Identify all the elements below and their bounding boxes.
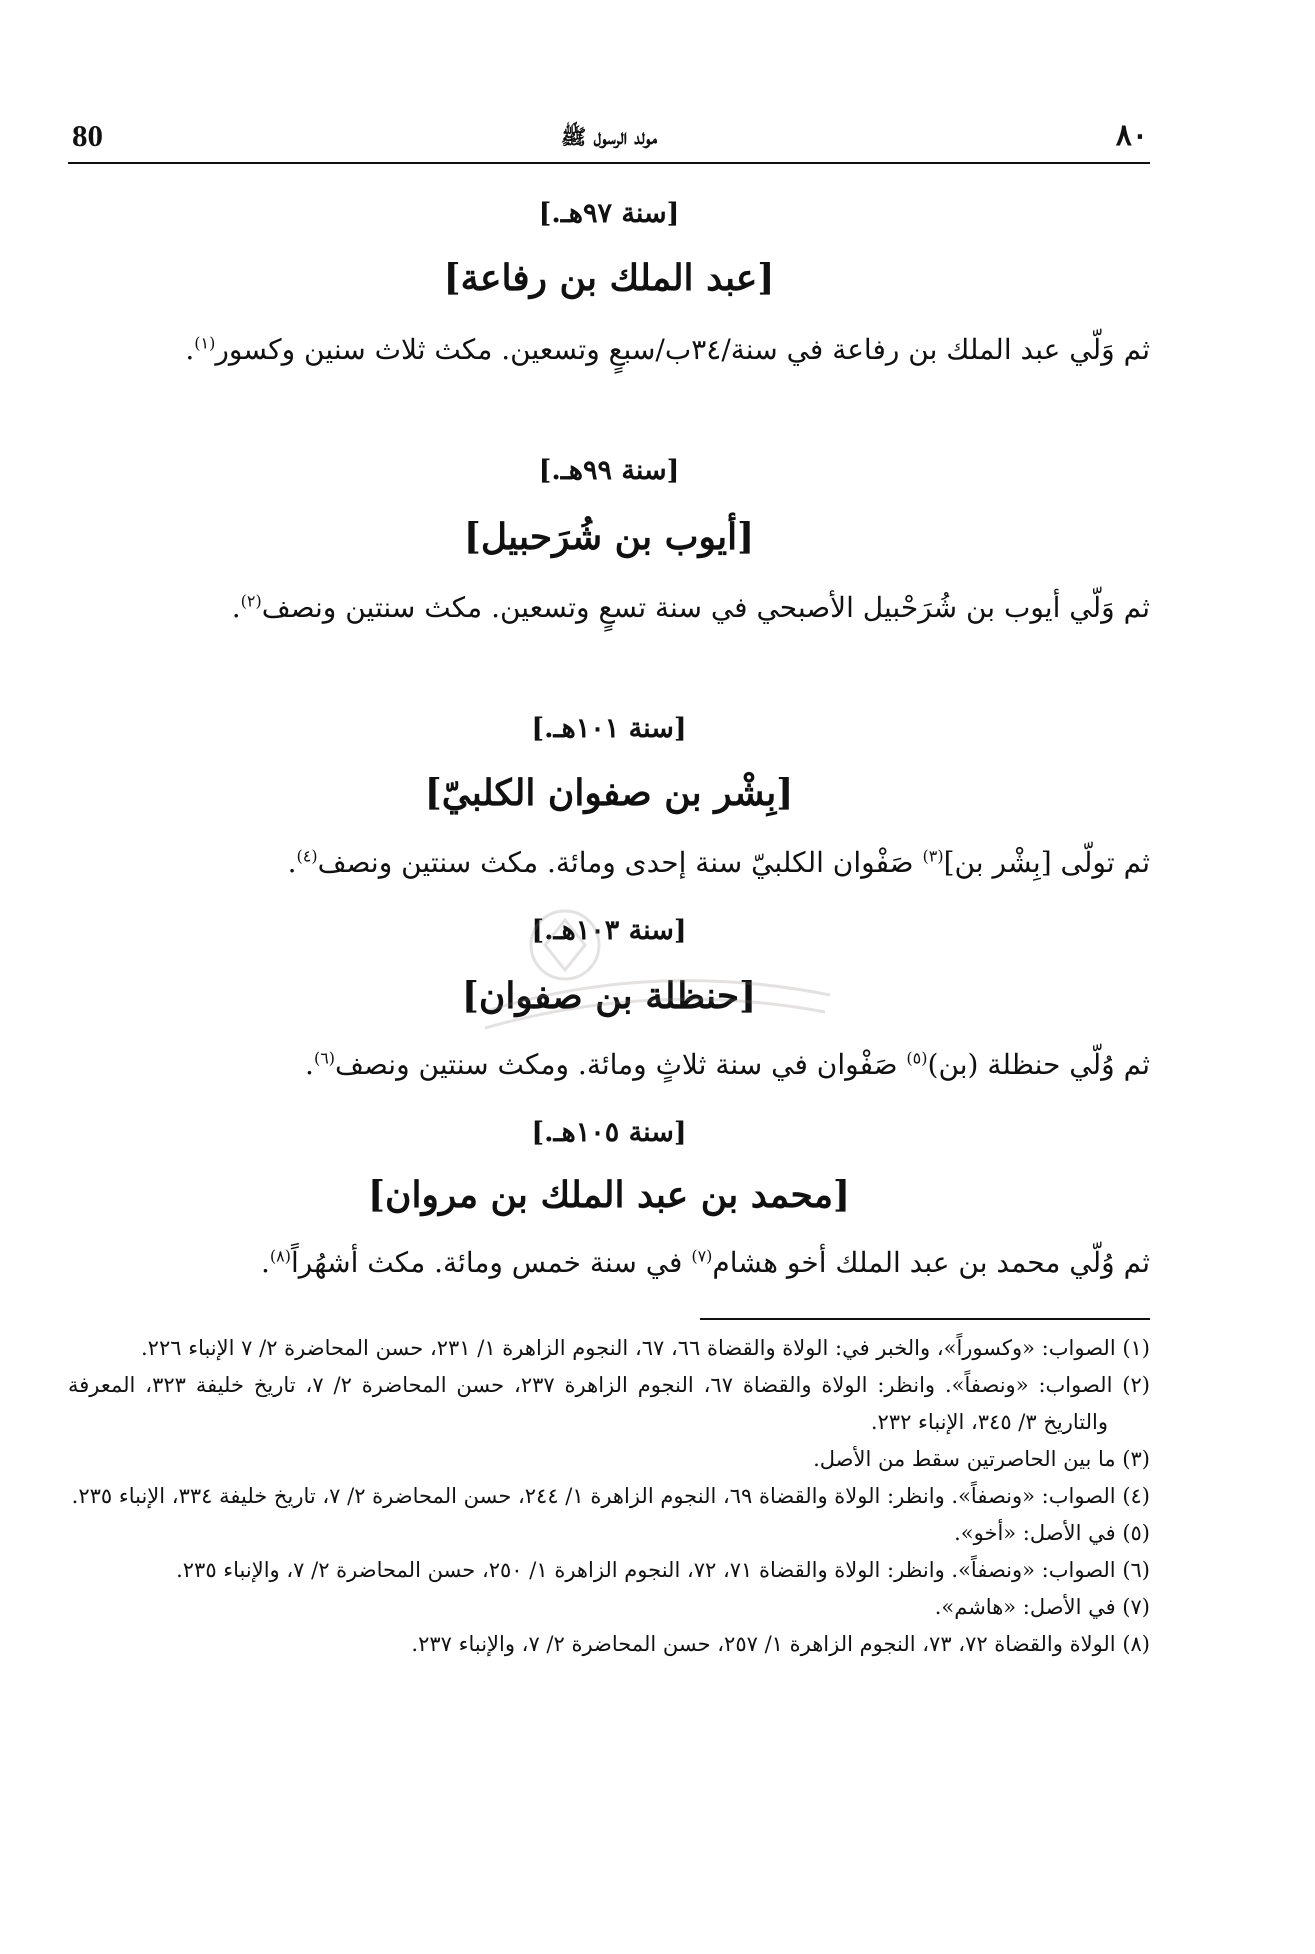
page-number-latin: 80 — [72, 118, 103, 153]
footnotes — [68, 1330, 1150, 1663]
section-heading: [محمد بن عبد الملك بن مروان] — [367, 1174, 851, 1216]
section-paragraph: ثم وَلّي عبد الملك بن رفاعة في سنة/٣٤ب/سبعٍ وتسعين. مكث ثلاث سنين وكسور$^{(١)}$. — [185, 333, 1150, 366]
section-heading: [أيوب بن شُرَحبيل] — [463, 516, 755, 558]
footnote: (١) الصواب: «وكسوراً»، والخبر في: الولاة والقضاة ٦٦، ٦٧، النجوم الزاهرة ١/ ٢٣١، حسن المحاضرة ٢/ ٧ الإنباء ٢٢٦. — [140, 1336, 1150, 1360]
section-paragraph: ثم تولّى [بِشْر بن]$^{(٣)}$ صَفْوان الكلبيّ سنة إحدى ومائة. مكث سنتين ونصف$^{(٤)}$. — [287, 846, 1150, 879]
section-year: [سنة ١٠٥هـ.] — [531, 1117, 687, 1148]
section-paragraph: ثم وَلّي أيوب بن شُرَحْبيل الأصبحي في سنة تسعٍ وتسعين. مكث سنتين ونصف$^{(٢)}$. — [231, 591, 1150, 624]
footnote: (٦) الصواب: «ونصفاً». وانظر: الولاة والقضاة ٧١، ٧٢، النجوم الزاهرة ١/ ٢٥٠، حسن المحاضرة ٢/ ٧، والإنباء ٢٣٥. — [176, 1558, 1150, 1582]
section-heading: [حنظلة بن صفوان] — [461, 975, 757, 1017]
section-paragraph: ثم وُلّي حنظلة (بن)$^{(٥)}$ صَفْوان في سنة ثلاثٍ ومائة. ومكث سنتين ونصف$^{(٦)}$. — [305, 1048, 1150, 1081]
footnote: (٣) ما بين الحاصرتين سقط من الأصل. — [813, 1447, 1150, 1471]
footnote: (٤) الصواب: «ونصفاً». وانظر: الولاة والقضاة ٦٩، النجوم الزاهرة ١/ ٢٤٤، حسن المحاضرة ٢/ ٧، تاريخ خليفة ٣٣٤، الإنباء ٢٣٥. — [71, 1484, 1150, 1508]
main-text — [68, 0, 1150, 1300]
section-year: [سنة ٩٩هـ.] — [538, 455, 680, 486]
section-year: [سنة ١٠١هـ.] — [531, 713, 687, 744]
page-number-arabic: ٨٠ — [1115, 118, 1148, 153]
section-heading: [عبد الملك بن رفاعة] — [443, 257, 775, 299]
section-paragraph: ثم وُلّي محمد بن عبد الملك أخو هشام$^{(٧)}$ في سنة خمس ومائة. مكث أشهُراً$^{(٨)}$. — [261, 1246, 1150, 1279]
running-title: مولد الرسول ﷺ — [560, 124, 658, 149]
footnote: (٧) في الأصل: «هاشم». — [934, 1595, 1150, 1619]
footnote: (٢) الصواب: «ونصفاً». وانظر: الولاة والقضاة ٦٧، النجوم الزاهرة ٢٣٧، حسن المحاضرة ٢/ ٧، تاريخ خليفة ٣٢٣، المعرفة والتاريخ ٣/ ٣٤٥، الإنباء ٢٣٢. — [68, 1373, 1150, 1434]
footnote: (٨) الولاة والقضاة ٧٢، ٧٣، النجوم الزاهرة ١/ ٢٥٧، حسن المحاضرة ٢/ ٧، والإنباء ٢٣٧. — [411, 1632, 1150, 1656]
section-year: [سنة ١٠٣هـ.] — [531, 915, 687, 946]
footnote: (٥) في الأصل: «أخو». — [954, 1521, 1150, 1545]
section-year: [سنة ٩٧هـ.] — [538, 198, 680, 229]
section-heading: [بِشْر بن صفوان الكلبيّ] — [424, 772, 794, 814]
footnote-separator — [700, 1318, 1150, 1320]
